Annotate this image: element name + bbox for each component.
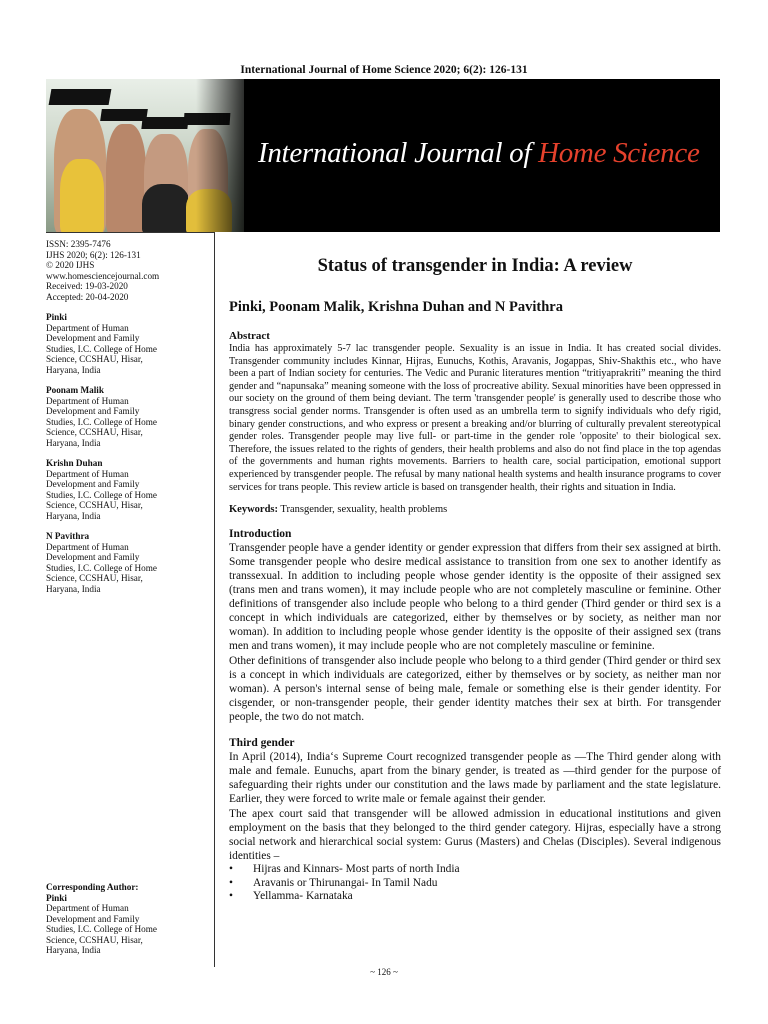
- publication-meta: [46, 239, 211, 302]
- affiliation-block: [46, 385, 211, 448]
- affiliation-name: N Pavithra: [46, 531, 90, 541]
- abstract-heading: Abstract: [229, 330, 270, 342]
- list-item-text: Yellamma- Karnataka: [253, 890, 353, 903]
- corresponding-line: Studies, I.C. College of Home: [46, 924, 158, 934]
- volume-line: IJHS 2020; 6(2): 126-131: [46, 249, 141, 260]
- affiliation-line: Haryana, India: [46, 437, 101, 448]
- corresponding-line: Science, CCSHAU, Hisar,: [46, 934, 143, 945]
- sidebar-top-divider: [46, 232, 214, 233]
- affiliation-line: Department of Human: [46, 322, 129, 333]
- article-authors: Pinki, Poonam Malik, Krishna Duhan and N Pavithra: [229, 299, 563, 315]
- website-line: www.homesciencejournal.com: [46, 270, 160, 281]
- corresponding-line: Department of Human: [46, 903, 129, 913]
- affiliation-line: Development and Family: [46, 552, 140, 562]
- affiliation-line: Haryana, India: [46, 510, 101, 521]
- column-divider: [214, 232, 215, 967]
- affiliation-line: Development and Family: [46, 333, 140, 343]
- corresponding-label: Corresponding Author:: [46, 882, 139, 892]
- page-number: ~ 126 ~: [370, 967, 398, 977]
- affiliation-line: Studies, I.C. College of Home: [46, 416, 158, 427]
- affiliation-block: [46, 312, 211, 375]
- abstract-text: India has approximately 5-7 lac transgender people. Sexuality is an issue in India. It has created social divides. Transgender community includes Kinnar, Hijras, Eunuchs, Kothis, Aravanis, Jogappas, Shiv-Shakthis etc., who have been a part of Indian society for centuries. The Vedic and Puranic literatures mention “tritiyaprakriti” meaning the third gender and “napunsaka” meaning someone with the loss of procreative ability. Sexual minorities have been oppressed in our society on the ground of them being deviant. The term 'transgender people' is generally used to describe those who transgress social gender norms. Transgender is often used as an umbrella term to signify individuals who defy rigid, binary gender constructions, and who express or present a breaking and/or blurring of culturally prevalent stereotypical gender roles. Transgender people may live full- or part-time in the gender role 'opposite' to their biological sex. Therefore, the issues related to the rights of genders, their health problems and also do not find place in the top agendas of the governments and human rights movements. Barriers to health care, social participation, emotional support experienced by transgender people. The refusal by many national health systems and health insurance programs to cover services for trans people. This review article is based on transgender health, their rights and situation in India.: [229, 343, 721, 493]
- accepted-line: Accepted: 20-04-2020: [46, 291, 129, 302]
- banner-title-prefix: International Journal of: [258, 137, 539, 169]
- introduction-paragraph: Transgender people have a gender identity or gender expression that differs from their sex assigned at birth. Some transgender people who desire medical assistance to transition from one sex to another identify as transsexual. In addition to including people whose gender identity is the opposite of their assigned sex (trans men and trans women), it may include people who are not completely masculine or feminine. Other definitions of transgender also include people who belong to a third gender (Third gender or third sex is a concept in which individuals are categorized, either by themselves or by society, as neither man nor woman). In addition to including people whose gender identity is the opposite of their assigned sex (trans men and trans women), it may include people who are not completely masculine or feminine.: [229, 542, 721, 653]
- affiliation-line: Department of Human: [46, 541, 129, 552]
- corresponding-line: Haryana, India: [46, 945, 101, 955]
- corresponding-author: [46, 882, 211, 956]
- bullet-marker: •: [229, 890, 233, 903]
- affiliation-block: [46, 531, 211, 594]
- issn-line: ISSN: 2395-7476: [46, 239, 111, 249]
- corresponding-line: Development and Family: [46, 913, 140, 924]
- article-body: [229, 256, 721, 904]
- affiliation-line: Haryana, India: [46, 364, 101, 375]
- affiliation-line: Science, CCSHAU, Hisar,: [46, 500, 143, 510]
- keywords-label: Keywords:: [229, 504, 278, 516]
- third-gender-paragraph: In April (2014), India‘s Supreme Court recognized transgender people as ―The Third gender along with male and female. Eunuchs, apart from the binary gender, is treated as ―third gender for the purpose of safeguarding their rights under our constitution and the laws made by parliament and the state legislature. Earlier, they were forced to write male or female against their gender.: [229, 751, 721, 806]
- list-item-text: Hijras and Kinnars- Most parts of north India: [253, 863, 460, 876]
- banner-title: [258, 137, 700, 170]
- affiliation-line: Department of Human: [46, 395, 129, 406]
- banner-title-accent: Home Science: [538, 137, 700, 169]
- list-item: [229, 890, 721, 904]
- list-item: [229, 877, 721, 891]
- affiliation-line: Studies, I.C. College of Home: [46, 489, 158, 500]
- banner-fade: [196, 79, 256, 232]
- affiliation-line: Science, CCSHAU, Hisar,: [46, 427, 143, 437]
- affiliation-line: Department of Human: [46, 468, 129, 479]
- bullet-marker: •: [229, 863, 233, 876]
- affiliation-line: Haryana, India: [46, 583, 101, 594]
- article-title: Status of transgender in India: A review: [317, 256, 633, 276]
- third-gender-heading: Third gender: [229, 737, 295, 750]
- list-item: [229, 863, 721, 877]
- list-item-text: Aravanis or Thirunangai- In Tamil Nadu: [253, 876, 438, 889]
- affiliation-line: Development and Family: [46, 406, 140, 416]
- affiliation-line: Science, CCSHAU, Hisar,: [46, 354, 143, 364]
- affiliation-name: Krishn Duhan: [46, 458, 103, 468]
- affiliation-block: [46, 458, 211, 521]
- copyright-line: © 2020 IJHS: [46, 260, 95, 270]
- sidebar: [46, 239, 211, 594]
- journal-banner: [46, 79, 720, 232]
- keywords: [229, 504, 721, 515]
- journal-running-header: International Journal of Home Science 2020; 6(2): 126-131: [240, 64, 528, 76]
- keywords-text: Transgender, sexuality, health problems: [278, 504, 448, 516]
- affiliation-name: Poonam Malik: [46, 385, 104, 395]
- received-line: Received: 19-03-2020: [46, 281, 128, 291]
- corresponding-name: Pinki: [46, 892, 67, 903]
- affiliation-line: Studies, I.C. College of Home: [46, 343, 158, 354]
- affiliation-line: Science, CCSHAU, Hisar,: [46, 573, 143, 583]
- affiliation-line: Development and Family: [46, 479, 140, 489]
- affiliation-name: Pinki: [46, 312, 67, 322]
- bullet-marker: •: [229, 876, 233, 889]
- introduction-heading: Introduction: [229, 528, 292, 541]
- identities-list: [229, 863, 721, 904]
- introduction-paragraph: Other definitions of transgender also include people who belong to a third gender (Third gender or third sex is a concept in which individuals are categorized, either by themselves or by society, as neither man nor woman). A person's internal sense of being male, female or something else is their gender identity. For cisgender, or non-transgender people, their gender identity matches their sex at birth. For transgender people, the two do not match.: [229, 655, 721, 724]
- affiliation-line: Studies, I.C. College of Home: [46, 562, 158, 573]
- third-gender-paragraph: The apex court said that transgender will be allowed admission in educational institutions and given employment on the basis that they belonged to the third gender category. Hijras, especially have a strong social network and hierarchical social system: Gurus (Masters) and Chelas (Disciples). Several indigenous identities –: [229, 808, 721, 863]
